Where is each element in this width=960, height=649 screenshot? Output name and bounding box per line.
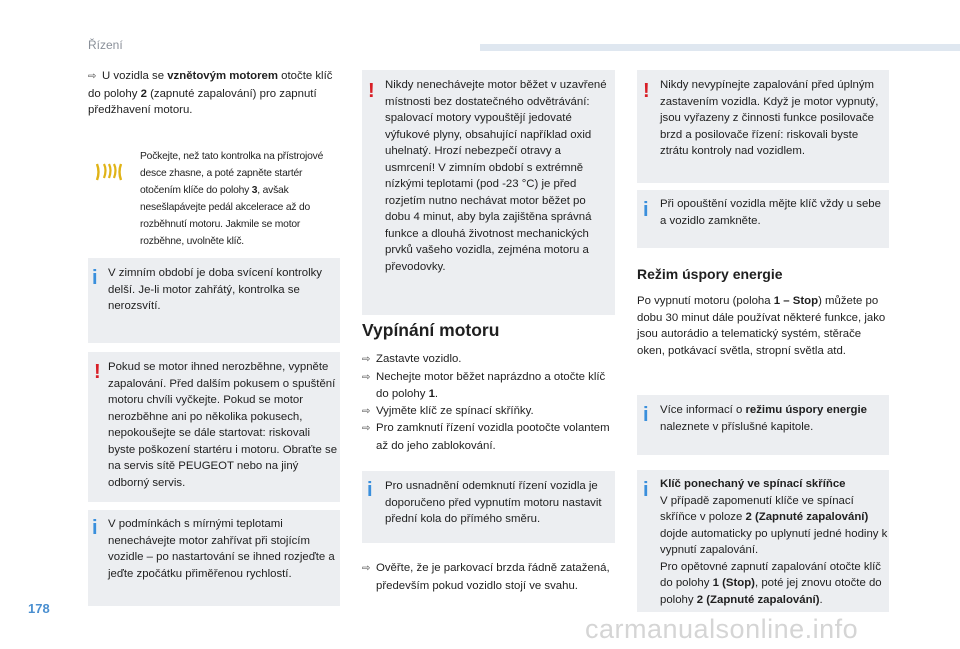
bullet-icon: ⇨ [362, 371, 371, 383]
section-heading-energy-economy: Režim úspory energie [637, 266, 783, 282]
info-icon: i [367, 479, 373, 501]
info-leave-text: Při opouštění vozidla mějte klíč vždy u sebe a vozidlo zamkněte. [660, 198, 881, 227]
glow-plug-note: Počkejte, než tato kontrolka na přístrojové desce zhasne, a poté zapněte startér otočením klíče do polohy 3, avšak nesešlapávejte pedál akcelerace až do rozběhnutí motoru. Jakmile se motor rozběhne, uvolněte klíč. [140, 151, 324, 247]
info-icon: i [643, 404, 649, 426]
diesel-bullet: ⇨ U vozidla se vznětovým motorem otočte klíč do polohy 2 (zapnuté zapalování) pro zapnutí předžhavení motoru. [88, 70, 333, 116]
warning-moving-text: Nikdy nevypínejte zapalování před úplným zastavením vozidla. Když je motor vypnutý, jsou vyřazeny z činnosti funkce posilovače brzd a posilovače řízení: riskovali byste ztrátu kontroly nad vozidlem. [660, 79, 879, 157]
info-winter-text: V zimním období je doba svícení kontrolky delší. Je-li motor zahřátý, kontrolka se nerozsvítí. [108, 267, 322, 312]
warning-start-text: Pokud se motor ihned nerozběhne, vypněte zapalování. Před dalším pokusem o spuštění motoru chvíli vyčkejte. Pokud se motor nerozběhne ani po několika pokusech, nepokoušejte se dále startovat: riskovali byste poškození startéru i motoru. Obraťte se na servis sítě PEUGEOT nebo na jiný odborný servis. [108, 361, 338, 489]
bullet-icon: ⇨ [88, 71, 97, 82]
energy-economy-paragraph: Po vypnutí motoru (poloha 1 – Stop) můžete po dobu 30 minut dále používat některé funkce, jako jsou autorádio a telematický systém, stěrače oken, potkávací světla, stropní světla atd. [637, 295, 886, 357]
page-number: 178 [28, 601, 50, 616]
warning-icon: ! [368, 80, 375, 102]
warning-icon: ! [643, 80, 650, 102]
section-title: Řízení [88, 38, 123, 52]
info-mild-text: V podmínkách s mírnými teplotami nenechávejte motor zahřívat při stojícím vozidle – po nastartování se ihned rozjeďte a jeďte zpočátku přiměřenou rychlostí. [108, 518, 335, 580]
key-left-text: Klíč ponechaný ve spínací skříňce V případě zapomenutí klíče ve spínací skříňce v poloze 2 (Zapnuté zapalování) dojde automaticky po uplynutí jedné hodiny k vypnutí zapalování. Pro opětovné zapnutí zapalování otočte klíč do polohy 1 (Stop), poté jej znovu otočte do polohy 2 (Zapnuté zapalování). [660, 478, 888, 606]
info-more-text: Více informací o režimu úspory energie naleznete v příslušné kapitole. [660, 404, 868, 433]
parking-brake-bullet: ⇨ Ověřte, že je parkovací brzda řádně zatažená, především pokud vozidlo stojí ve svahu. [362, 562, 610, 592]
info-icon: i [92, 517, 98, 539]
list-item: ⇨ Nechejte motor běžet naprázdno a otočte klíč do polohy 1. [362, 370, 606, 400]
bullet-icon: ⇨ [362, 423, 371, 434]
watermark: carmanualsonline.info [585, 614, 859, 644]
stop-steps-list [362, 351, 612, 454]
info-wheels-text: Pro usnadnění odemknutí řízení vozidla je doporučeno před vypnutím motoru nastavit přední kola do přímého směru. [385, 480, 602, 525]
section-heading-stop-engine: Vypínání motoru [362, 320, 500, 340]
bullet-icon: ⇨ [362, 563, 371, 574]
key-left-title: Klíč ponechaný ve spínací skříňce [660, 478, 846, 490]
info-icon: i [643, 479, 649, 501]
warning-closed-room-text: Nikdy nenechávejte motor běžet v uzavřené místnosti bez dostatečného odvětrávání: spalovací motory vypouštějí jedovaté výfukové plyny, obsahující například oxid uhelnatý. Hrozí nebezpečí otravy a usmrcení! V zimním období s extrémně nízkými teplotami (pod -23 °C) je před rozjetím nutno nechávat motor běžet po dobu 4 minut, aby byla zajištěna správná funkce a dlouhá životnost mechanických prvků vašeho vozidla, zejména motoru a převodovky. [385, 79, 607, 273]
info-icon: i [643, 199, 649, 221]
header-accent-bar [480, 44, 960, 51]
bullet-icon: ⇨ [362, 405, 371, 417]
list-item: ⇨ Zastavte vozidlo. [362, 351, 612, 369]
list-item: ⇨ Pro zamknutí řízení vozidla pootočte volantem až do jeho zablokování. [362, 422, 610, 452]
bullet-icon: ⇨ [362, 354, 371, 365]
warning-icon: ! [94, 361, 101, 383]
list-item: ⇨ Vyjměte klíč ze spínací skříňky. [362, 403, 612, 421]
glow-plug-icon [94, 160, 124, 184]
info-icon: i [92, 267, 98, 289]
